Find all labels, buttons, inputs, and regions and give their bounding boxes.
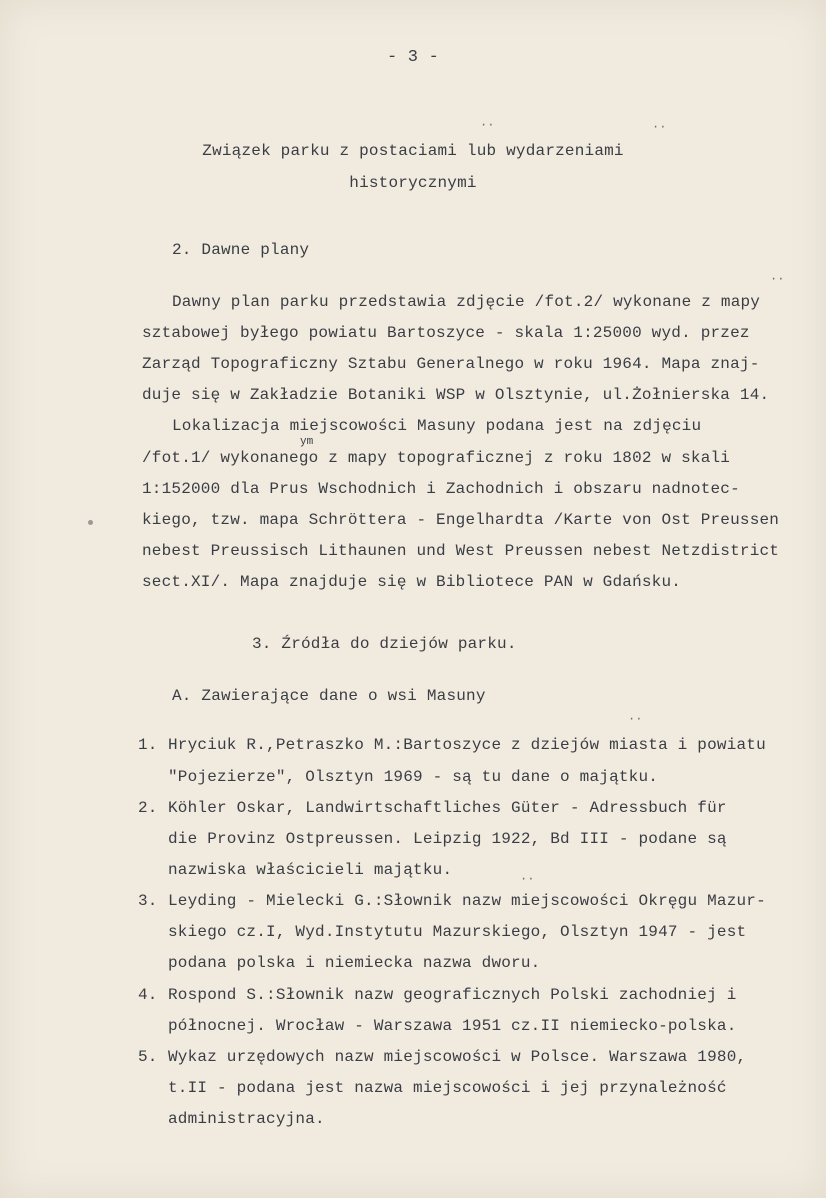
section-2-line-9: nebest Preussisch Lithaunen und West Preussen nebest Netzdistrict xyxy=(142,542,780,560)
margin-mark xyxy=(88,520,93,525)
section-2-line-6: /fot.1/ wykonanego z mapy topograficznej z roku 1802 w skali xyxy=(142,449,731,467)
section-2-line-4: duje się w Zakładzie Botaniki WSP w Olsztynie, ul.Żołnierska 14. xyxy=(142,386,770,404)
section-3-title: 3. Źródła do dziejów parku. xyxy=(252,635,517,653)
subsection-a-title: A. Zawierające dane o wsi Masuny xyxy=(172,687,486,705)
ink-speck: ·· xyxy=(770,272,785,286)
list-item-5-line-1: Wykaz urzędowych nazw miejscowości w Polsce. Warszawa 1980, xyxy=(168,1048,747,1066)
list-item-2-line-2: die Provinz Ostpreussen. Leipzig 1922, Bd III - podane są xyxy=(168,830,727,848)
ink-speck: ·· xyxy=(480,118,495,132)
list-item-1-number: 1. xyxy=(138,736,158,754)
list-item-1-line-1: Hryciuk R.,Petraszko M.:Bartoszyce z dziejów miasta i powiatu xyxy=(168,736,766,754)
section-2-line-8: kiego, tzw. mapa Schröttera - Engelhardta /Karte von Ost Preussen xyxy=(142,511,780,529)
ink-speck: ·· xyxy=(652,120,667,134)
section-2-line-7: 1:152000 dla Prus Wschodnich i Zachodnich i obszaru nadnotec- xyxy=(142,480,740,498)
list-item-1-line-2: "Pojezierze", Olsztyn 1969 - są tu dane o majątku. xyxy=(168,768,659,786)
list-item-2-line-3: nazwiska właścicieli majątku. xyxy=(168,861,453,879)
list-item-4-number: 4. xyxy=(138,986,158,1004)
ink-speck: ·· xyxy=(520,872,535,886)
section-2-line-5: Lokalizacja miejscowości Masuny podana jest na zdjęciu xyxy=(172,417,702,435)
section-2-title: 2. Dawne plany xyxy=(172,241,310,259)
heading-line-2: historycznymi xyxy=(349,174,477,192)
heading-line-1: Związek parku z postaciami lub wydarzeniami xyxy=(202,142,624,160)
section-2-line-1: Dawny plan parku przedstawia zdjęcie /fot.2/ wykonane z mapy xyxy=(172,293,761,311)
list-item-3-line-1: Leyding - Mielecki G.:Słownik nazw miejscowości Okręgu Mazur- xyxy=(168,892,766,910)
ink-speck: ·· xyxy=(628,712,643,726)
list-item-3-line-2: skiego cz.I, Wyd.Instytutu Mazurskiego, Olsztyn 1947 - jest xyxy=(168,923,747,941)
list-item-5-line-3: administracyjna. xyxy=(168,1110,325,1128)
page-number: - 3 - xyxy=(386,48,439,67)
section-2-line-2: sztabowej byłego powiatu Bartoszyce - skala 1:25000 wyd. przez xyxy=(142,324,750,342)
list-item-4-line-1: Rospond S.:Słownik nazw geograficznych Polski zachodniej i xyxy=(168,986,737,1004)
list-item-2-line-1: Köhler Oskar, Landwirtschaftliches Güter - Adressbuch für xyxy=(168,799,727,817)
section-2-line-10: sect.XI/. Mapa znajduje się w Bibliotece PAN w Gdańsku. xyxy=(142,573,682,591)
section-2-line-3: Zarząd Topograficzny Sztabu Generalnego w roku 1964. Mapa znaj- xyxy=(142,355,760,373)
list-item-4-line-2: północnej. Wrocław - Warszawa 1951 cz.II niemiecko-polska. xyxy=(168,1017,737,1035)
list-item-5-number: 5. xyxy=(138,1048,158,1066)
list-item-3-number: 3. xyxy=(138,892,158,910)
list-item-5-line-2: t.II - podana jest nazwa miejscowości i jej przynależność xyxy=(168,1079,727,1097)
handwritten-insertion: ym xyxy=(300,436,314,448)
list-item-2-number: 2. xyxy=(138,799,158,817)
list-item-3-line-3: podana polska i niemiecka nazwa dworu. xyxy=(168,954,541,972)
